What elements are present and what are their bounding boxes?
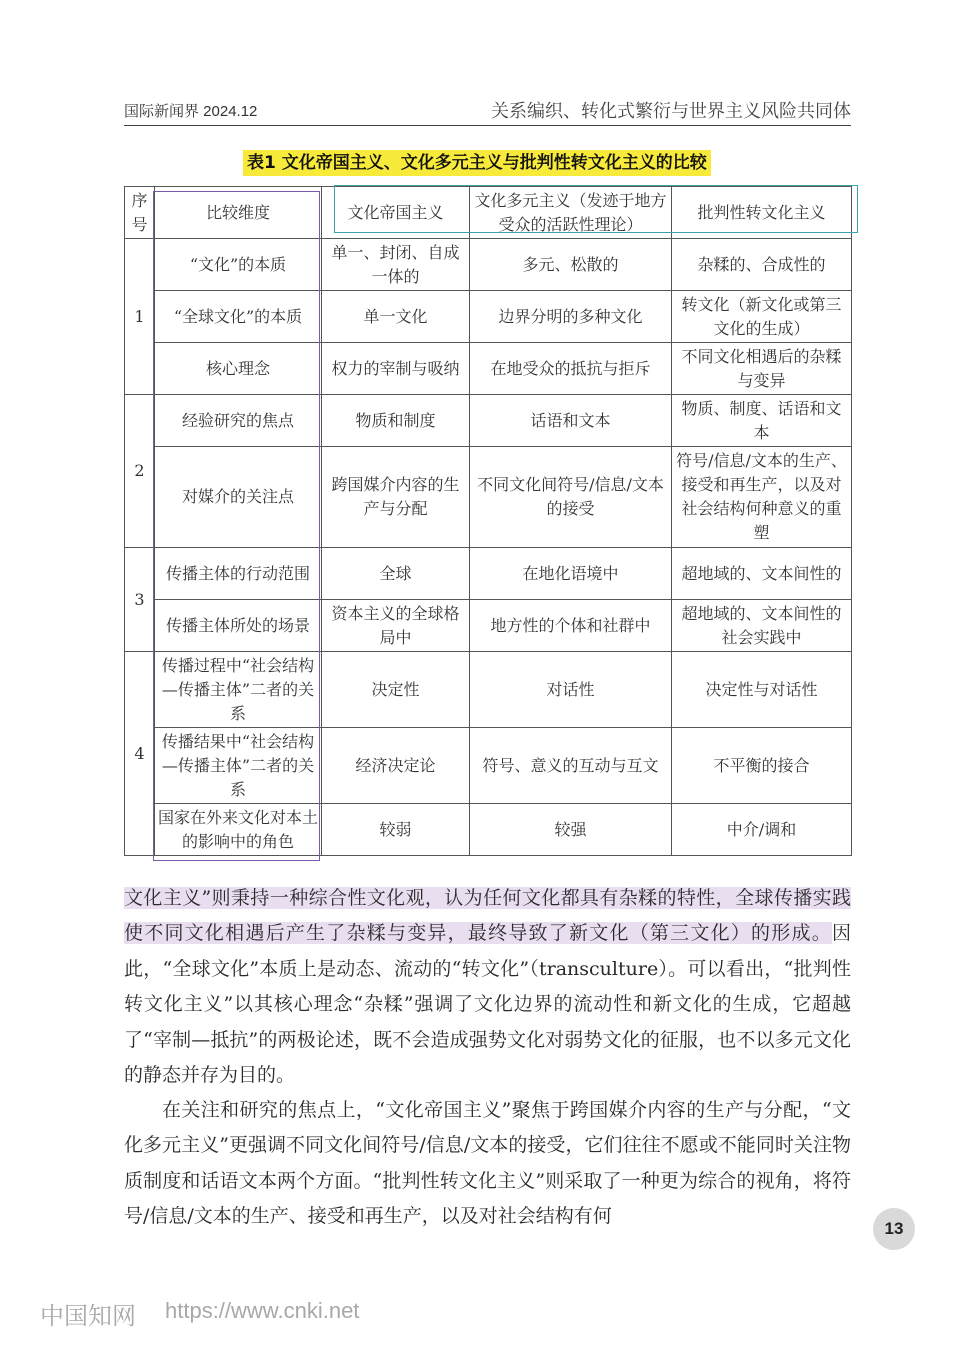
table-row — [125, 395, 852, 447]
group-number: 3 — [125, 548, 155, 652]
imperialism-cell: 较弱 — [322, 804, 470, 856]
imperialism-cell: 单一文化 — [322, 291, 470, 343]
dimension-cell: “文化”的本质 — [155, 239, 322, 291]
comparison-table — [124, 186, 852, 856]
table-row — [125, 548, 852, 600]
imperialism-cell: 全球 — [322, 548, 470, 600]
imperialism-cell: 权力的宰制与吸纳 — [322, 343, 470, 395]
dimension-cell: 对媒介的关注点 — [155, 447, 322, 548]
imperialism-cell: 决定性 — [322, 652, 470, 728]
dimension-cell: 传播过程中“社会结构—传播主体”二者的关系 — [155, 652, 322, 728]
cnki-logo-text: 中国知网 — [40, 1302, 136, 1330]
dimension-cell: 传播主体所处的场景 — [155, 600, 322, 652]
pluralism-cell: 在地化语境中 — [470, 548, 672, 600]
running-title: 关系编织、转化式繁衍与世界主义风险共同体 — [491, 101, 851, 121]
table-title: 表1 文化帝国主义、文化多元主义与批判性转文化主义的比较 — [243, 150, 711, 176]
imperialism-cell: 跨国媒介内容的生产与分配 — [322, 447, 470, 548]
dimension-cell: “全球文化”的本质 — [155, 291, 322, 343]
highlighted-text: 文化主义”则秉持一种综合性文化观，认为任何文化都具有杂糅的特性，全球传播实践使不同文化相遇后产生了杂糅与变异，最终导致了新文化（第三文化）的形成。 — [124, 887, 851, 945]
col-header-critical: 批判性转文化主义 — [672, 187, 852, 239]
pluralism-cell: 不同文化间符号/信息/文本的接受 — [470, 447, 672, 548]
critical-cell: 符号/信息/文本的生产、接受和再生产，以及对社会结构何种意义的重塑 — [672, 447, 852, 548]
paragraph-text: 因此，“全球文化”本质上是动态、流动的“转文化”（transculture）。可以看出，“批判性转文化主义”以其核心理念“杂糅”强调了文化边界的流动性和新文化的生成，它超越了“宰制—抵抗”的两极论述，既不会造成强势文化对弱势文化的征服，也不以多元文化的静态并存为目的。 — [124, 922, 851, 1087]
body-paragraph-2: 在关注和研究的焦点上，“文化帝国主义”聚焦于跨国媒介内容的生产与分配，“文化多元主义”更强调不同文化间符号/信息/文本的接受，它们往往不愿或不能同时关注物质制度和话语文本两个方面。“批判性转文化主义”则采取了一种更为综合的视角，将符号/信息/文本的生产、接受和再生产，以及对社会结构有何 — [124, 1099, 851, 1228]
pluralism-cell: 对话性 — [470, 652, 672, 728]
col-header-pluralism: 文化多元主义（发迹于地方受众的活跃性理论） — [470, 187, 672, 239]
critical-cell: 超地域的、文本间性的 — [672, 548, 852, 600]
critical-cell: 杂糅的、合成性的 — [672, 239, 852, 291]
dimension-cell: 国家在外来文化对本土的影响中的角色 — [155, 804, 322, 856]
col-header-imperialism: 文化帝国主义 — [322, 187, 470, 239]
critical-cell: 转文化（新文化或第三文化的生成） — [672, 291, 852, 343]
pluralism-cell: 在地受众的抵抗与拒斥 — [470, 343, 672, 395]
critical-cell: 不同文化相遇后的杂糅与变异 — [672, 343, 852, 395]
table-row — [125, 239, 852, 291]
critical-cell: 中介/调和 — [672, 804, 852, 856]
body-paragraph-1 — [124, 881, 851, 1093]
table-row — [125, 600, 852, 652]
imperialism-cell: 物质和制度 — [322, 395, 470, 447]
critical-cell: 不平衡的接合 — [672, 728, 852, 804]
imperialism-cell: 单一、封闭、自成一体的 — [322, 239, 470, 291]
dimension-cell: 经验研究的焦点 — [155, 395, 322, 447]
table-row — [125, 343, 852, 395]
dimension-cell: 传播主体的行动范围 — [155, 548, 322, 600]
cnki-url: https://www.cnki.net — [165, 1298, 360, 1323]
pluralism-cell: 较强 — [470, 804, 672, 856]
critical-cell: 决定性与对话性 — [672, 652, 852, 728]
table-row — [125, 652, 852, 728]
col-header-seq: 序号 — [125, 187, 155, 239]
table-row — [125, 804, 852, 856]
group-number: 2 — [125, 395, 155, 548]
dimension-cell: 传播结果中“社会结构—传播主体”二者的关系 — [155, 728, 322, 804]
pluralism-cell: 多元、松散的 — [470, 239, 672, 291]
table-row — [125, 447, 852, 548]
journal-issue: 国际新闻界 2024.12 — [124, 103, 258, 120]
pluralism-cell: 符号、意义的互动与互文 — [470, 728, 672, 804]
table-row — [125, 291, 852, 343]
table-header-row — [125, 187, 852, 239]
group-number: 4 — [125, 652, 155, 856]
pluralism-cell: 边界分明的多种文化 — [470, 291, 672, 343]
critical-cell: 物质、制度、话语和文本 — [672, 395, 852, 447]
pluralism-cell: 话语和文本 — [470, 395, 672, 447]
imperialism-cell: 资本主义的全球格局中 — [322, 600, 470, 652]
dimension-cell: 核心理念 — [155, 343, 322, 395]
header-rule — [124, 125, 851, 126]
pluralism-cell: 地方性的个体和社群中 — [470, 600, 672, 652]
critical-cell: 超地域的、文本间性的社会实践中 — [672, 600, 852, 652]
page-number: 13 — [873, 1208, 915, 1250]
imperialism-cell: 经济决定论 — [322, 728, 470, 804]
table-row — [125, 728, 852, 804]
col-header-dimension: 比较维度 — [155, 187, 322, 239]
group-number: 1 — [125, 239, 155, 395]
